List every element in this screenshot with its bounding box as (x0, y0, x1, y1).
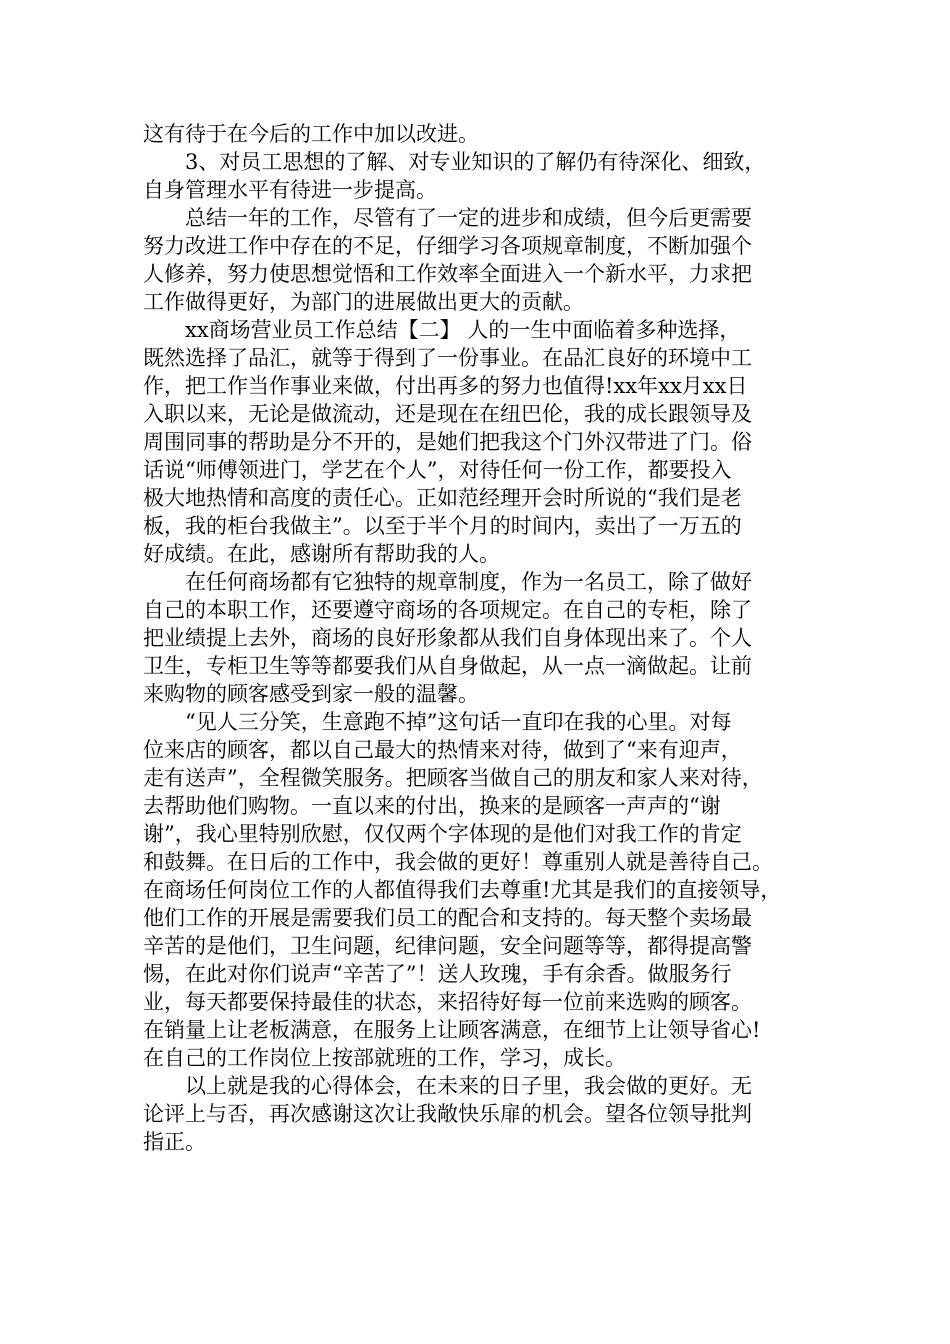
text-line: 入职以来，无论是做流动，还是现在在纽巴伦，我的成长跟领导及 (143, 402, 752, 426)
text-line: 这有待于在今后的工作中加以改进。 (143, 122, 479, 146)
text-line: 指正。 (143, 1130, 206, 1154)
text-line: 来购物的顾客感受到家一般的温馨。 (143, 682, 479, 706)
paragraph (143, 1072, 823, 1156)
paragraph (143, 204, 823, 316)
text-line: 他们工作的开展是需要我们员工的配合和支持的。每天整个卖场最 (143, 906, 752, 930)
text-line: “见人三分笑，生意跑不掉”这句话一直印在我的心里。对每 (185, 710, 732, 734)
text-line: 谢”，我心里特别欣慰，仅仅两个字体现的是他们对我工作的肯定 (143, 822, 742, 846)
text-line: 在自己的工作岗位上按部就班的工作，学习，成长。 (143, 1046, 626, 1070)
text-line: 在任何商场都有它独特的规章制度，作为一名员工，除了做好 (185, 570, 752, 594)
text-line: 既然选择了品汇，就等于得到了一份事业。在品汇良好的环境中工 (143, 346, 752, 370)
text-line: 惕，在此对你们说声“辛苦了”！送人玫瑰，手有余香。做服务行 (143, 962, 732, 986)
text-line: 在商场任何岗位工作的人都值得我们去尊重!尤其是我们的直接领导， (143, 878, 782, 902)
text-line: 论评上与否，再次感谢这次让我敞快乐扉的机会。望各位领导批判 (143, 1102, 752, 1126)
text-line: 努力改进工作中存在的不足，仔细学习各项规章制度，不断加强个 (143, 234, 752, 258)
document-body (143, 120, 823, 1156)
text-line: 作，把工作当作事业来做，付出再多的努力也值得!xx年xx月xx日 (143, 374, 748, 398)
text-line: 3、对员工思想的了解、对专业知识的了解仍有待深化、细致， (185, 150, 766, 174)
text-line: 话说“师傅领进门，学艺在个人”，对待任何一份工作，都要投入 (143, 458, 732, 482)
text-line: 把业绩提上去外，商场的良好形象都从我们自身体现出来了。个人 (143, 626, 752, 650)
text-line: 去帮助他们购物。一直以来的付出，换来的是顾客一声声的“谢 (143, 794, 721, 818)
text-line: 总结一年的工作，尽管有了一定的进步和成绩，但今后更需要 (185, 206, 752, 230)
paragraph (143, 708, 823, 1072)
paragraph (143, 568, 823, 708)
text-line: 板，我的柜台我做主”。以至于半个月的时间内，卖出了一万五的 (143, 514, 742, 538)
text-line: 人修养，努力使思想觉悟和工作效率全面进入一个新水平，力求把 (143, 262, 752, 286)
text-line: 辛苦的是他们，卫生问题，纪律问题，安全问题等等，都得提高警 (143, 934, 752, 958)
text-line: 在销量上让老板满意，在服务上让顾客满意，在细节上让领导省心! (143, 1018, 761, 1042)
text-line: xx商场营业员工作总结【二】 人的一生中面临着多种选择， (185, 318, 741, 342)
text-line: 周围同事的帮助是分不开的，是她们把我这个门外汉带进了门。俗 (143, 430, 752, 454)
text-line: 好成绩。在此，感谢所有帮助我的人。 (143, 542, 500, 566)
text-line: 以上就是我的心得体会，在未来的日子里，我会做的更好。无 (185, 1074, 752, 1098)
paragraph (143, 148, 823, 204)
paragraph (143, 316, 823, 568)
text-line: 走有送声”，全程微笑服务。把顾客当做自己的朋友和家人来对待， (143, 766, 763, 790)
text-line: 位来店的顾客，都以自己最大的热情来对待，做到了“来有迎声， (143, 738, 742, 762)
text-line: 和鼓舞。在日后的工作中，我会做的更好！尊重别人就是善待自己。 (143, 850, 773, 874)
text-line: 业，每天都要保持最佳的状态，来招待好每一位前来选购的顾客。 (143, 990, 752, 1014)
text-line: 自己的本职工作，还要遵守商场的各项规定。在自己的专柜，除了 (143, 598, 752, 622)
paragraph (143, 120, 823, 148)
text-line: 卫生，专柜卫生等等都要我们从自身做起，从一点一滴做起。让前 (143, 654, 752, 678)
text-line: 极大地热情和高度的责任心。正如范经理开会时所说的“我们是老 (143, 486, 742, 510)
text-line: 自身管理水平有待进一步提高。 (143, 178, 437, 202)
text-line: 工作做得更好，为部门的进展做出更大的贡献。 (143, 290, 584, 314)
